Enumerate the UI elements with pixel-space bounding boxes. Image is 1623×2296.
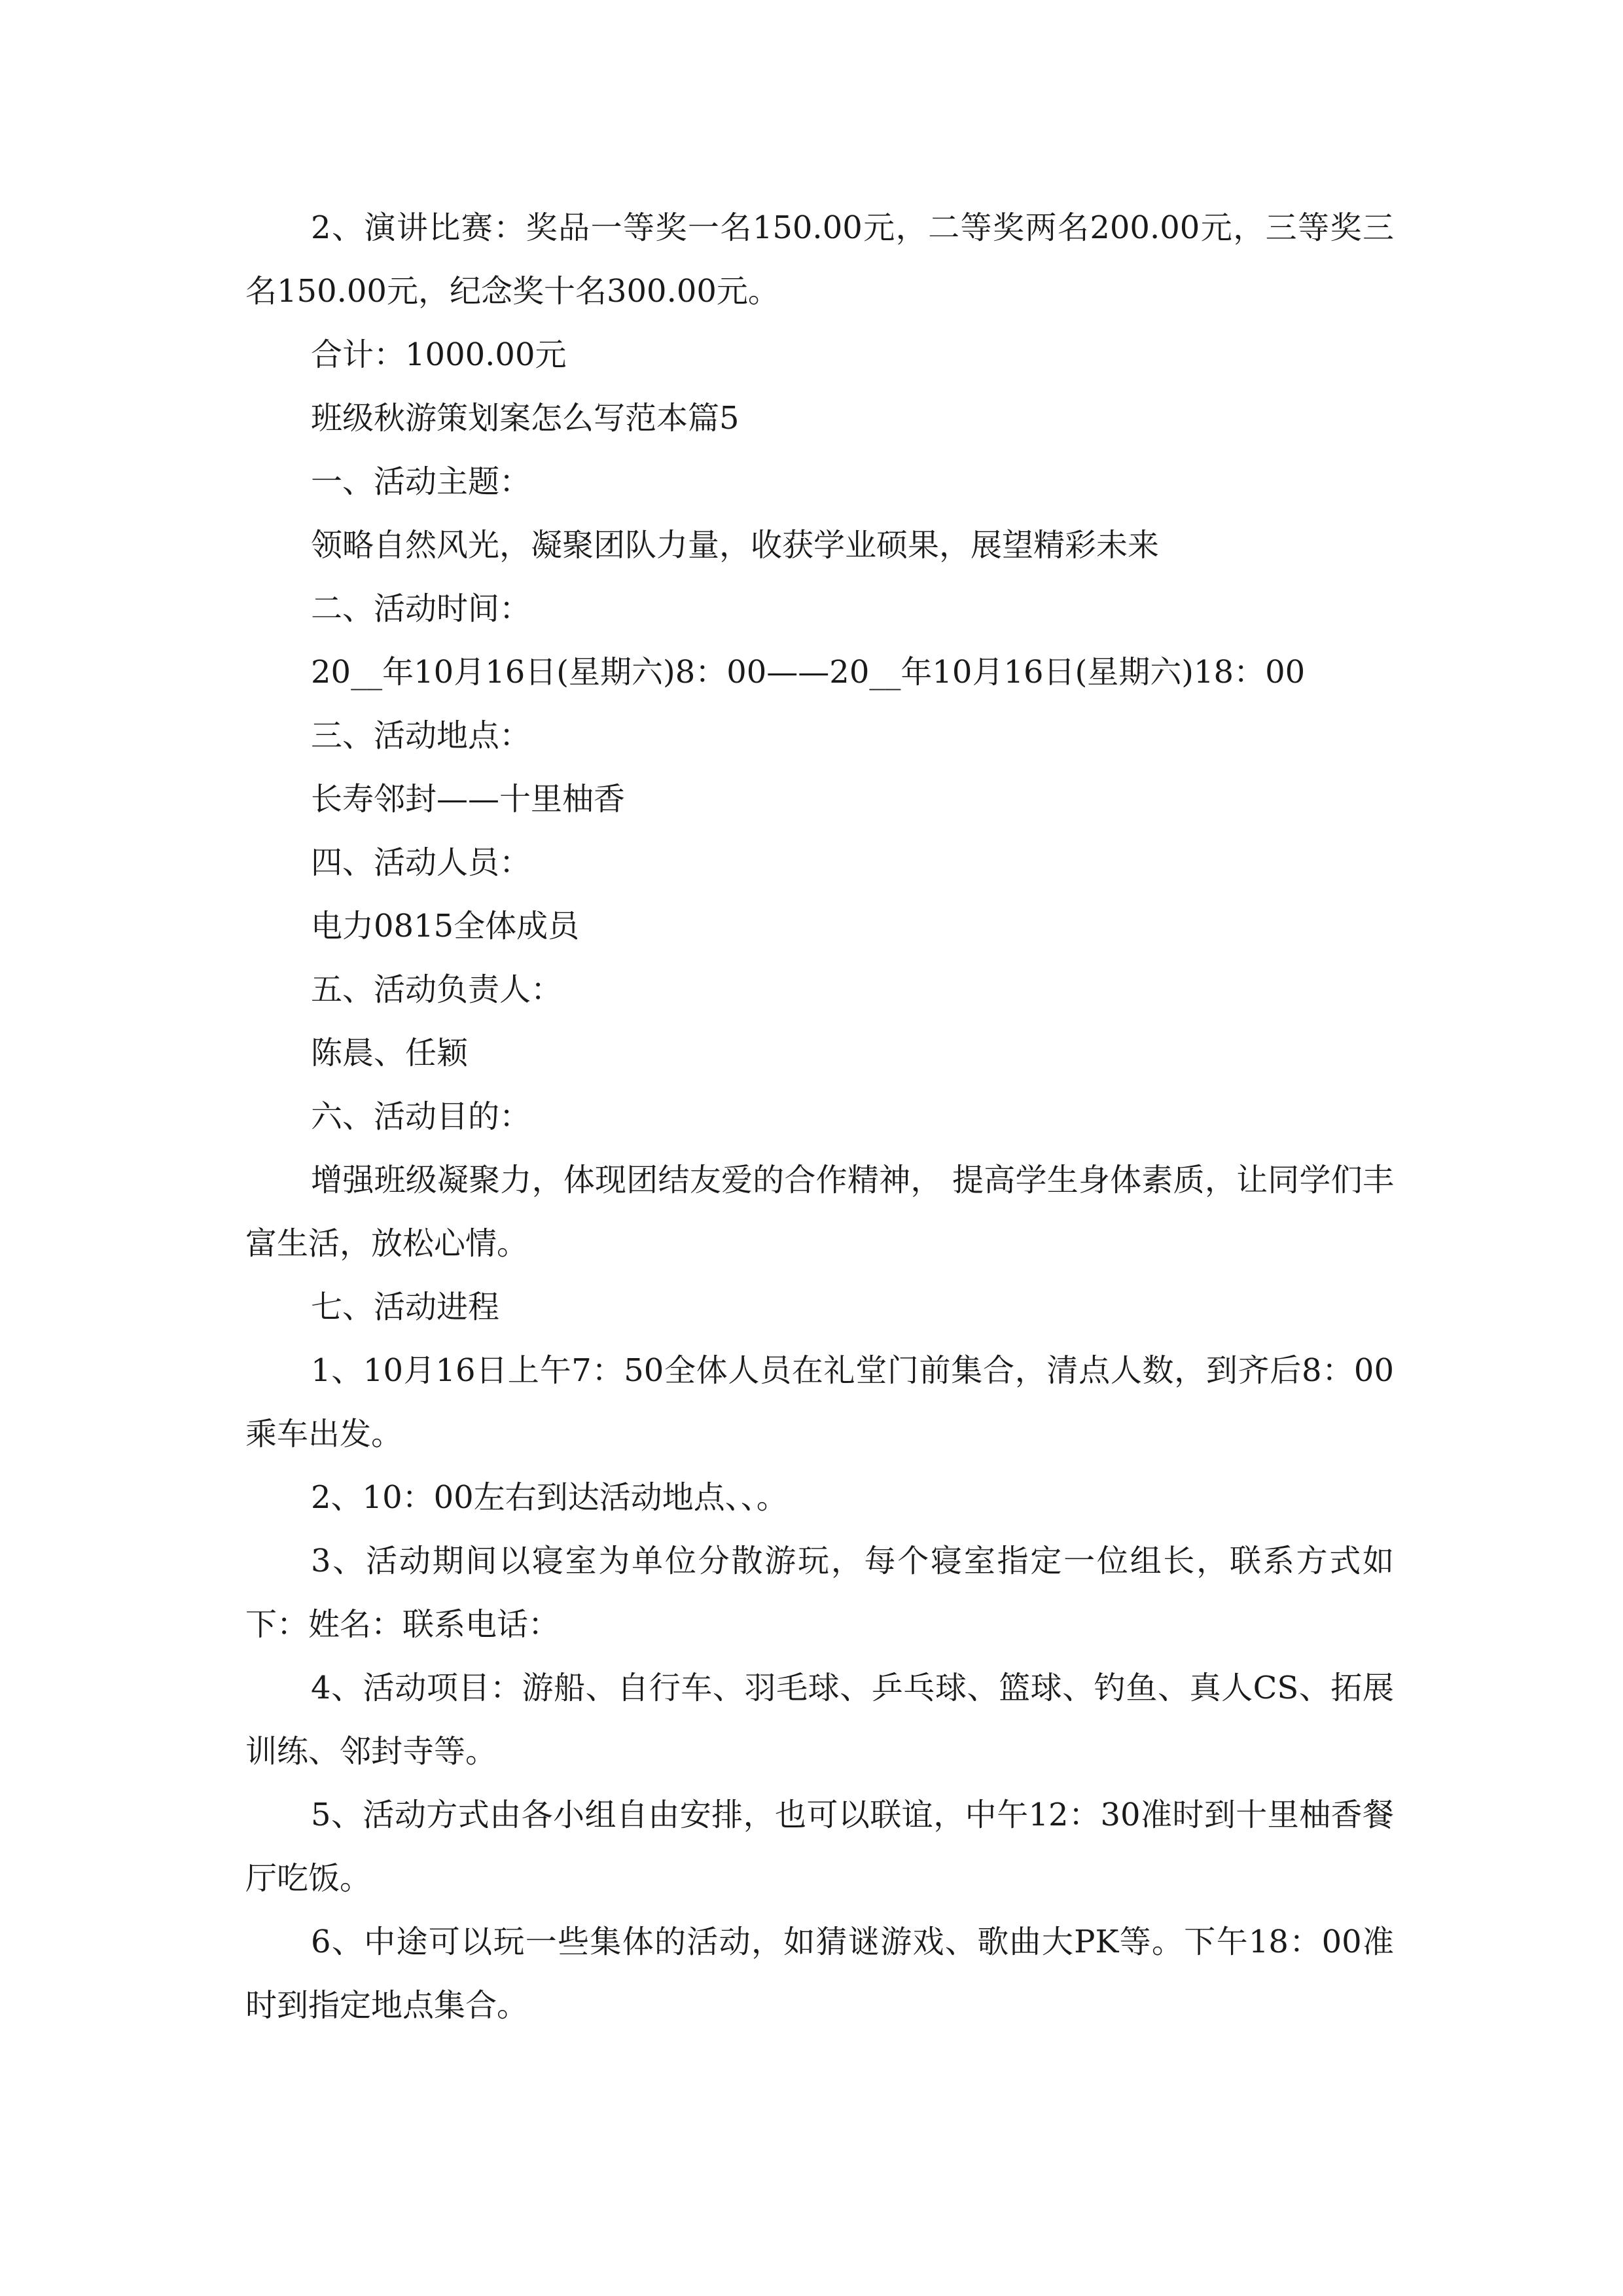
document-body bbox=[245, 196, 1394, 2037]
paragraph-speech-contest-prizes: 2、演讲比赛：奖品一等奖一名150.00元，二等奖两名200.00元，三等奖三名150.00元，纪念奖十名300.00元。 bbox=[245, 209, 1394, 310]
paragraph-activity-time: 20__年10月16日(星期六)8：00——20__年10月16日(星期六)18：00 bbox=[311, 654, 1306, 691]
paragraph-process-step-6: 6、中途可以玩一些集体的活动，如猜谜游戏、歌曲大PK等。下午18：00准时到指定地点集合。 bbox=[245, 1924, 1394, 2024]
paragraph-process-step-3: 3、活动期间以寝室为单位分散游玩，每个寝室指定一位组长，联系方式如下：姓名：联系电话： bbox=[245, 1543, 1394, 1643]
heading-activity-process: 七、活动进程 bbox=[311, 1289, 500, 1325]
paragraph-total: 合计：1000.00元 bbox=[311, 336, 567, 373]
section-heading: 班级秋游策划案怎么写范本篇5 bbox=[311, 400, 740, 437]
heading-activity-participants: 四、活动人员： bbox=[311, 844, 531, 881]
heading-activity-theme: 一、活动主题： bbox=[311, 463, 531, 500]
paragraph-activity-purpose: 增强班级凝聚力，体现团结友爱的合作精神， 提高学生身体素质，让同学们丰富生活，放松心情。 bbox=[245, 1162, 1394, 1262]
paragraph-activity-location: 长寿邻封——十里柚香 bbox=[311, 781, 626, 817]
paragraph-process-step-5: 5、活动方式由各小组自由安排，也可以联谊，中午12：30准时到十里柚香餐厅吃饭。 bbox=[245, 1797, 1394, 1897]
paragraph-activity-leaders: 陈晨、任颖 bbox=[311, 1035, 469, 1071]
paragraph-process-step-4: 4、活动项目：游船、自行车、羽毛球、乒乓球、篮球、钓鱼、真人CS、拓展训练、邻封寺等。 bbox=[245, 1670, 1394, 1770]
heading-activity-location: 三、活动地点： bbox=[311, 717, 531, 754]
paragraph-process-step-2: 2、10：00左右到达活动地点、、。 bbox=[311, 1479, 788, 1516]
paragraph-activity-participants: 电力0815全体成员 bbox=[311, 908, 580, 944]
heading-activity-leaders: 五、活动负责人： bbox=[311, 971, 563, 1008]
paragraph-activity-theme: 领略自然风光，凝聚团队力量，收获学业硕果，展望精彩未来 bbox=[311, 527, 1160, 564]
heading-activity-time: 二、活动时间： bbox=[311, 590, 531, 627]
heading-activity-purpose: 六、活动目的： bbox=[311, 1098, 531, 1135]
paragraph-process-step-1: 1、10月16日上午7：50全体人员在礼堂门前集合，清点人数，到齐后8：00乘车出发。 bbox=[245, 1352, 1394, 1452]
